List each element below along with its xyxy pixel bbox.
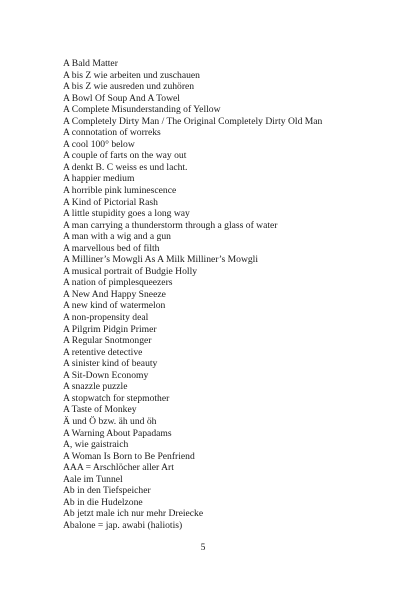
list-item: A Pilgrim Pidgin Primer xyxy=(63,323,157,335)
list-item: A New And Happy Sneeze xyxy=(63,288,166,300)
list-item: A, wie gaistraich xyxy=(63,439,129,451)
list-item: A musical portrait of Budgie Holly xyxy=(63,265,198,277)
list-item: Ab in den Tiefspeicher xyxy=(63,485,151,497)
list-item: AAA = Arschlöcher aller Art xyxy=(63,462,174,474)
list-item: Abalone = jap. awabi (haliotis) xyxy=(63,519,183,531)
list-item: A man carrying a thunderstorm through a glass of water xyxy=(63,219,278,231)
list-item: A Completely Dirty Man / The Original Completely Dirty Old Man xyxy=(63,115,323,127)
list-item: A nation of pimplesqueezers xyxy=(63,277,173,289)
list-item: A Kind of Pictorial Rash xyxy=(63,196,158,208)
list-item: A non-propensity deal xyxy=(63,312,149,324)
list-item: A Bald Matter xyxy=(63,58,118,69)
list-item: A cool 100° below xyxy=(63,138,135,150)
title-list xyxy=(63,58,322,531)
list-item: A Milliner’s Mowgli As A Milk Milliner’s Mowgli xyxy=(63,254,259,266)
list-item: Ab in die Hudelzone xyxy=(63,496,143,508)
list-item: A horrible pink luminescence xyxy=(63,185,177,197)
list-item: A connotation of worreks xyxy=(63,127,161,139)
list-item: A Complete Misunderstanding of Yellow xyxy=(63,104,221,116)
list-item: A Regular Snotmonger xyxy=(63,335,152,347)
list-item: A Taste of Monkey xyxy=(63,404,137,416)
list-item: Ab jetzt male ich nur mehr Dreiecke xyxy=(63,508,204,520)
list-item: A snazzle puzzle xyxy=(63,381,128,393)
list-item: A Sit-Down Economy xyxy=(63,369,149,381)
list-item: A little stupidity goes a long way xyxy=(63,208,190,220)
list-item: A new kind of watermelon xyxy=(63,300,166,312)
list-item: Ä und Ö bzw. äh und öh xyxy=(63,415,157,427)
list-item: A Bowl Of Soup And A Towel xyxy=(63,92,180,104)
list-item: A Warning About Papadams xyxy=(63,427,172,439)
list-item: A happier medium xyxy=(63,173,135,185)
list-item: A retentive detective xyxy=(63,346,143,358)
list-item: A sinister kind of beauty xyxy=(63,358,158,370)
list-item: A bis Z wie arbeiten und zuschauen xyxy=(63,69,200,81)
list-item: A marvellous bed of filth xyxy=(63,242,160,254)
page-number: 5 xyxy=(200,542,206,553)
list-item: A Woman Is Born to Be Penfriend xyxy=(63,450,195,462)
list-item: A couple of farts on the way out xyxy=(63,150,187,162)
list-item: A man with a wig and a gun xyxy=(63,231,171,243)
list-item: Aale im Tunnel xyxy=(63,473,123,485)
list-item: A bis Z wie ausreden und zuhören xyxy=(63,81,195,93)
list-item: A denkt B. C weiss es und lacht. xyxy=(63,161,188,173)
list-item: A stopwatch for stepmother xyxy=(63,392,170,404)
